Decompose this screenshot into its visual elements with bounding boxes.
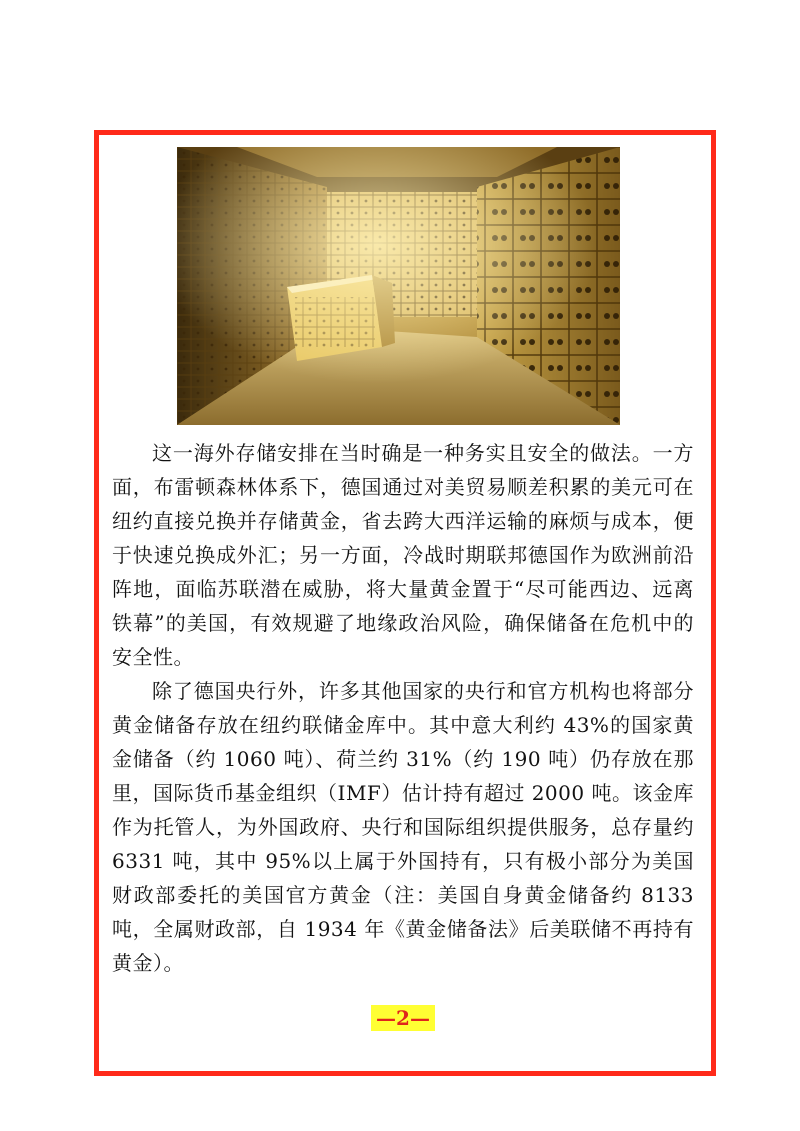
page-number: —2— (371, 1005, 435, 1031)
gold-vault-photo (177, 147, 620, 425)
paragraph-2: 除了德国央行外，许多其他国家的央行和官方机构也将部分黄金储备存放在纽约联储金库中。其中意大利约 43%的国家黄金储备（约 1060 吨）、荷兰约 31%（约 190 吨）仍存放在那里，国际货币基金组织（IMF）估计持有超过 2000 吨。该金库作为托管人，为外国政府、央行和国际组织提供服务，总存量约 6331 吨，其中 95%以上属于外国持有，只有极小部分为美国财政部委托的美国官方黄金（注：美国自身黄金储备约 8133 吨，全属财政部，自 1934 年《黄金储备法》后美联储不再持有黄金）。 (112, 679, 694, 975)
paragraph-1: 这一海外存储安排在当时确是一种务实且安全的做法。一方面，布雷顿森林体系下，德国通过对美贸易顺差积累的美元可在纽约直接兑换并存储黄金，省去跨大西洋运输的麻烦与成本，便于快速兑换成外汇；另一方面，冷战时期联邦德国作为欧洲前沿阵地，面临苏联潜在威胁，将大量黄金置于“尽可能西边、远离铁幕”的美国，有效规避了地缘政治风险，确保储备在危机中的安全性。 (112, 441, 694, 669)
body-text (112, 436, 694, 980)
